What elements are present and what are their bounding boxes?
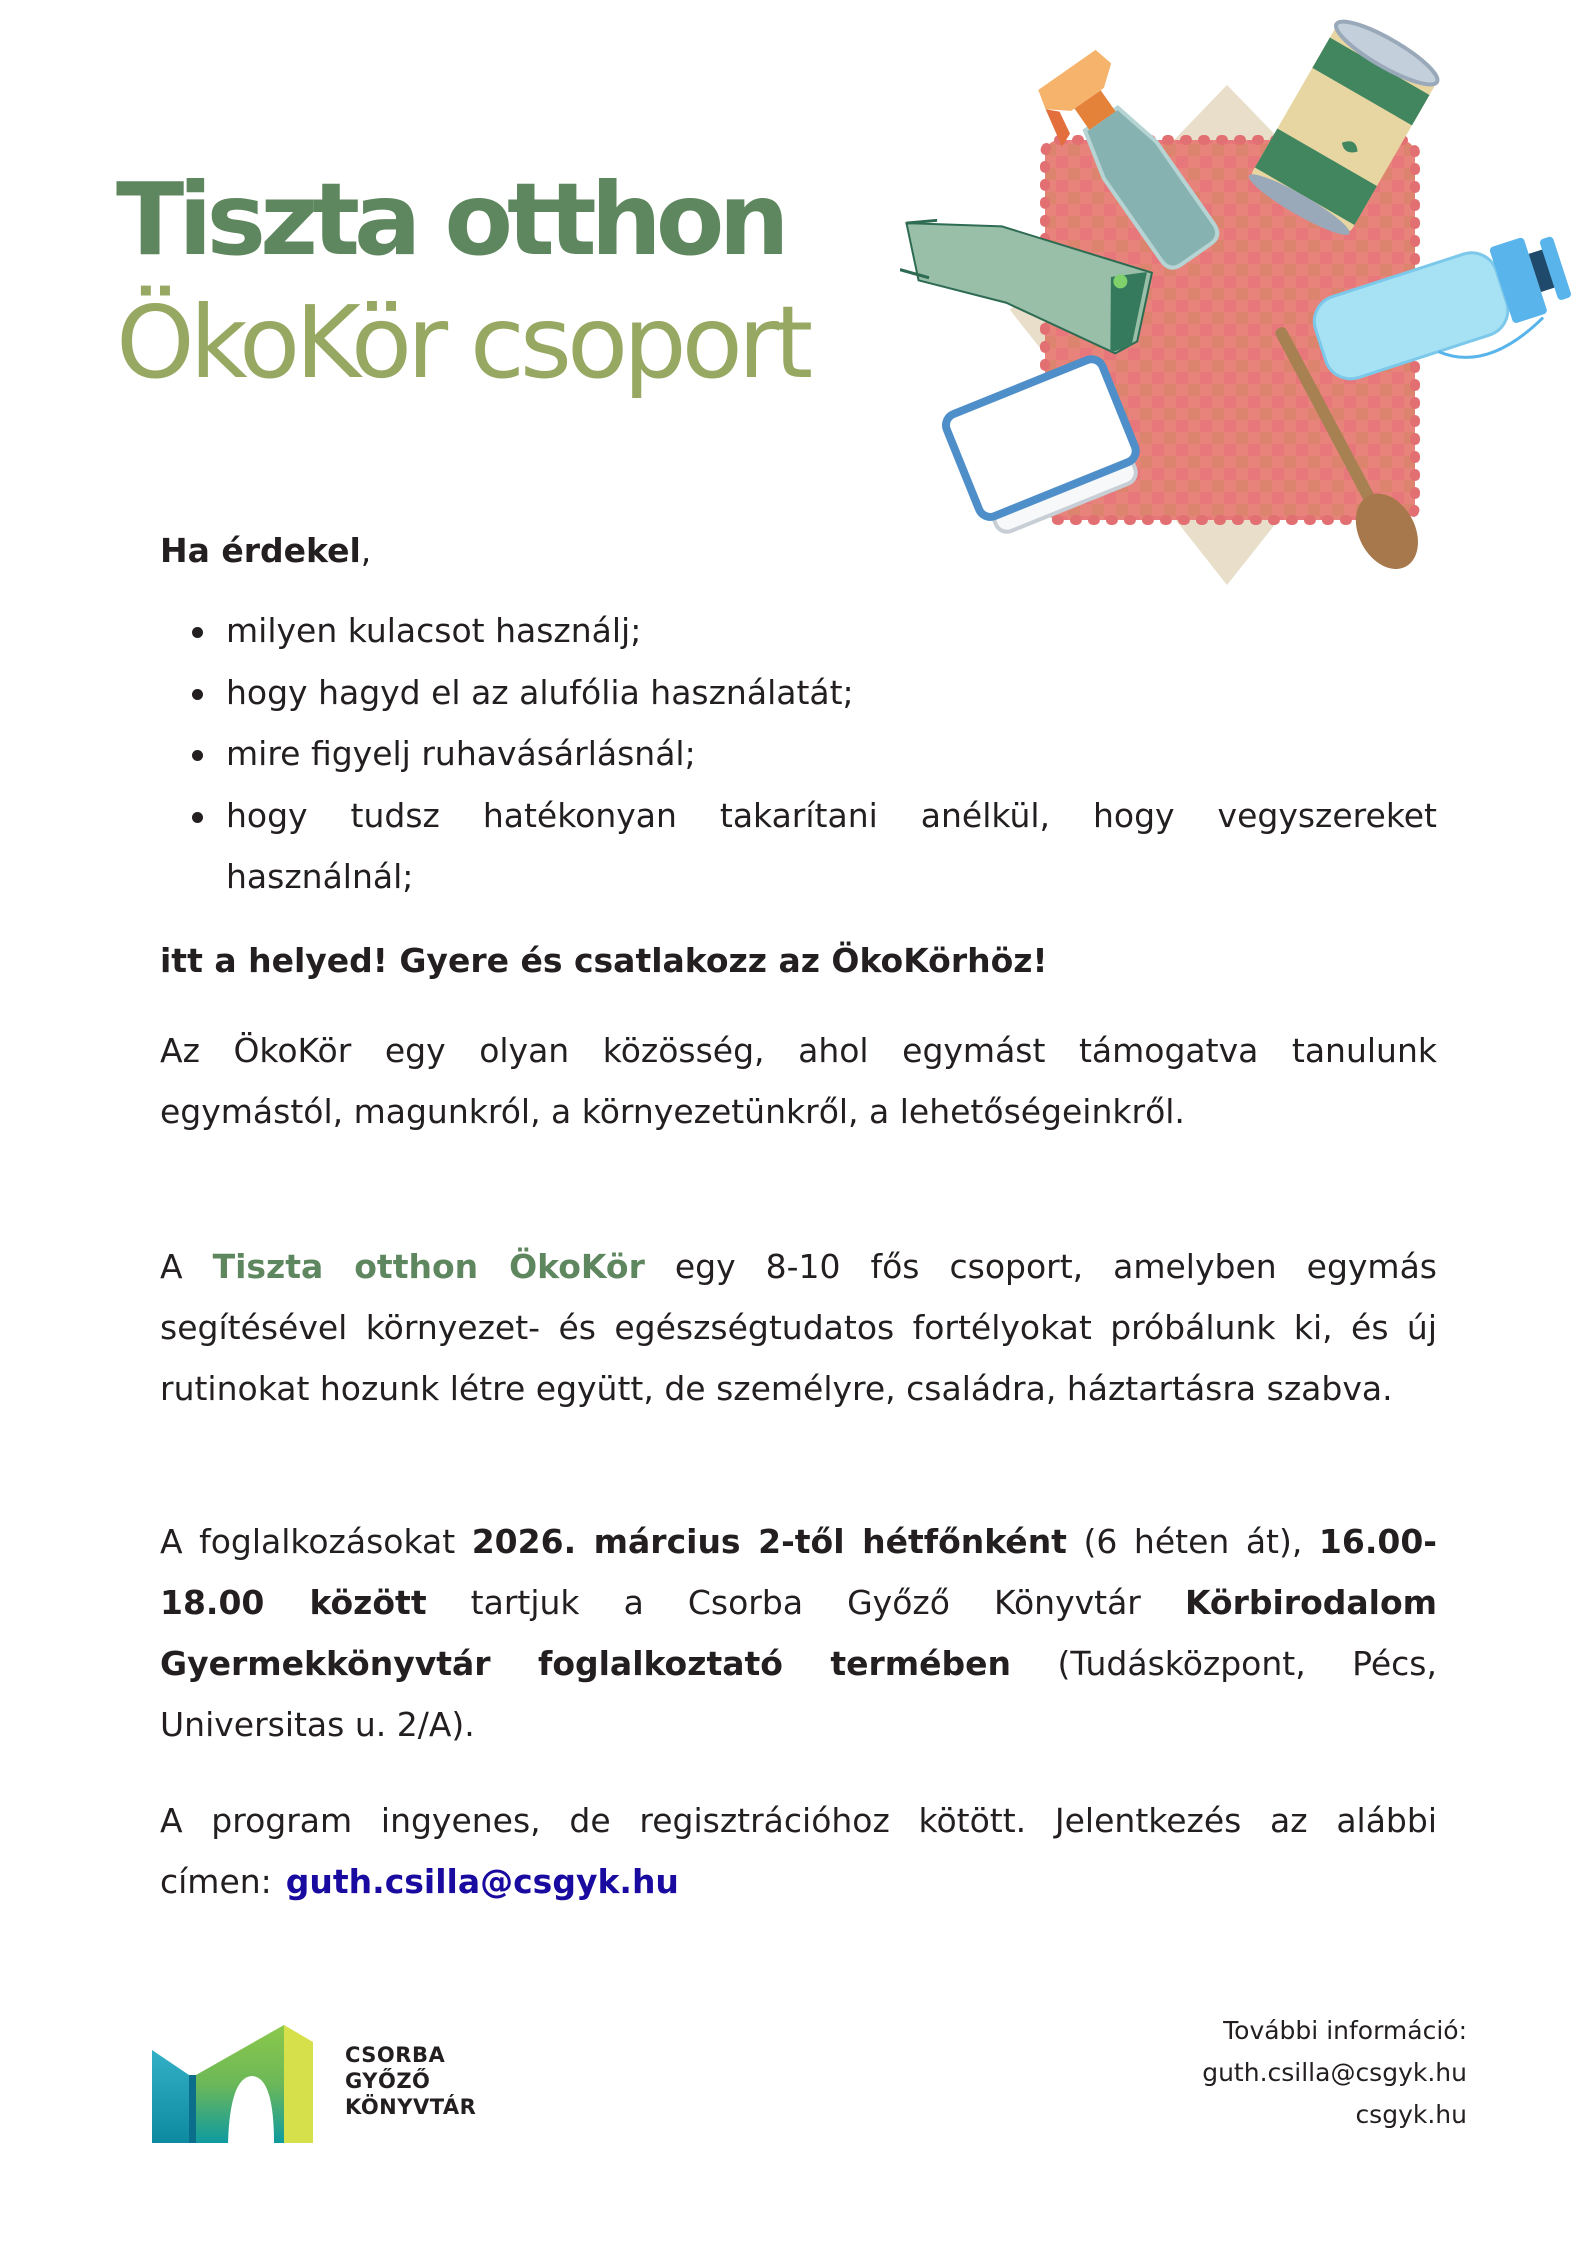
footer-website-link[interactable]: csgyk.hu xyxy=(1355,2100,1467,2129)
intro-lead xyxy=(160,520,1437,581)
paragraph-registration xyxy=(160,1790,1437,1912)
time-range: 16.00-18.00 között xyxy=(160,1522,1437,1622)
p2-rest: egy 8-10 fős csoport, amelyben egymás segítésével környezet- és egészségtudatos fortélyokat próbálunk ki, és új rutinokat hozunk létre együtt, de személyre, családra, háztartásra szabva. xyxy=(160,1247,1437,1408)
group-name-highlight: Tiszta otthon ÖkoKör xyxy=(212,1247,645,1286)
paragraph-about-okokor: Az ÖkoKör egy olyan közösség, ahol egymást támogatva tanulunk egymástól, magunkról, a környezetünkről, a lehetőségeinkről. xyxy=(160,1031,1437,1131)
footer-contact xyxy=(1202,2010,1467,2136)
p3-e: tartjuk a Csorba Győző Könyvtár xyxy=(426,1583,1185,1622)
logo-line-2: GYŐZŐ xyxy=(345,2069,431,2093)
logo-line-1: CSORBA xyxy=(345,2043,446,2067)
page-title: Tiszta otthon xyxy=(116,161,784,278)
bullet-icon xyxy=(192,812,203,823)
p2-prefix: A xyxy=(160,1247,213,1286)
start-date: 2026. március 2-től hétfőnként xyxy=(471,1522,1067,1561)
registration-text: A program ingyenes, de regisztrációhoz kötött. Jelentkezés az alábbi címen: xyxy=(160,1801,1437,1901)
intro-lead-bold: Ha érdekel xyxy=(160,531,361,570)
interest-list xyxy=(160,600,1437,908)
p3-a: A foglalkozásokat xyxy=(160,1522,472,1561)
list-item-text: hogy hagyd el az alufólia használatát; xyxy=(226,672,854,712)
paragraph-group-description xyxy=(160,1236,1437,1419)
registration-email-link[interactable]: guth.csilla@csgyk.hu xyxy=(285,1862,679,1901)
list-item-text: milyen kulacsot használj; xyxy=(226,611,642,650)
logo-line-3: KÖNYVTÁR xyxy=(345,2095,477,2119)
page-subtitle: ÖkoKör csoport xyxy=(116,284,809,401)
paragraph-schedule xyxy=(160,1511,1437,1755)
list-item-text: hogy tudsz hatékonyan takarítani anélkül, hogy vegyszereket használnál; xyxy=(226,795,1437,896)
bullet-icon xyxy=(192,689,203,700)
list-item xyxy=(160,600,1437,662)
venue-address: (Tudásközpont, Pécs, Universitas u. 2/A). xyxy=(160,1644,1437,1744)
library-logo-icon xyxy=(152,2025,314,2145)
callout-text: itt a helyed! Gyere és csatlakozz az ÖkoKörhöz! xyxy=(160,941,1048,980)
list-item-text: mire figyelj ruhavásárlásnál; xyxy=(226,734,696,773)
library-logo-text xyxy=(345,2042,476,2120)
venue-room: Körbirodalom Gyermekkönyvtár foglalkoztató termében xyxy=(160,1583,1438,1683)
list-item xyxy=(160,723,1437,785)
p3-c: (6 héten át), xyxy=(1066,1522,1319,1561)
bullet-icon xyxy=(192,627,203,638)
list-item xyxy=(160,662,1437,724)
footer-email-link[interactable]: guth.csilla@csgyk.hu xyxy=(1202,2058,1467,2087)
intro-lead-comma: , xyxy=(360,531,372,570)
footer-info-label: További információ: xyxy=(1223,2016,1467,2045)
list-item xyxy=(160,785,1437,908)
bullet-icon xyxy=(192,750,203,761)
